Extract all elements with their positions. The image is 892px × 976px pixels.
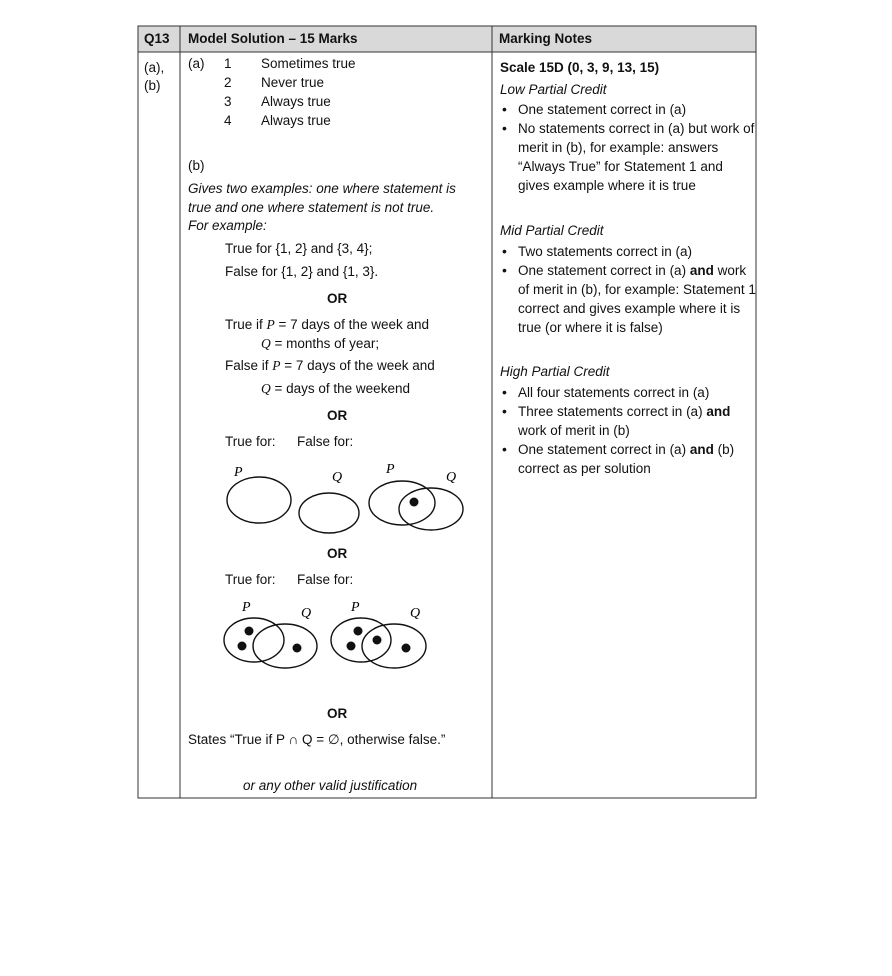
venn-set-p — [331, 618, 391, 662]
false-for-label: False for: — [297, 434, 354, 449]
venn-element-dot — [373, 636, 382, 645]
venn-label-q: Q — [301, 606, 312, 621]
part-label-a: (a), — [144, 60, 165, 75]
list-item: • No statements correct in (a) but work of merit in (b), for example: answers “Always True” for Statement 1 and gives example where it is true — [500, 119, 756, 195]
venn-element-dot — [402, 644, 411, 653]
item-number: 2 — [224, 75, 232, 90]
other-justification: or any other valid justification — [243, 778, 418, 793]
venn-diagrams-1 — [218, 458, 478, 538]
list-item: • Three statements correct in (a) and work of merit in (b) — [500, 402, 756, 440]
credit-heading-mid: Mid Partial Credit — [500, 223, 604, 238]
venn-set-q — [362, 624, 426, 668]
part-label-b: (b) — [144, 78, 161, 93]
list-item: • One statement correct in (a) and work of merit in (b), for example: Statement 1 correct and gives example where it is true (or where it is false) — [500, 261, 756, 337]
header-solution: Model Solution – 15 Marks — [188, 31, 358, 46]
high-credit-list — [500, 383, 756, 478]
venn-label-p: P — [351, 600, 360, 615]
item-answer: Sometimes true — [261, 56, 356, 71]
mid-credit-list — [500, 242, 756, 337]
example-line: False for {1, 2} and {1, 3}. — [225, 264, 379, 279]
intro-line: For example: — [188, 218, 267, 233]
example-line: Q = months of year; — [261, 336, 380, 351]
list-item: • Two statements correct in (a) — [500, 242, 756, 261]
item-number: 3 — [224, 94, 232, 109]
venn-label-q: Q — [446, 470, 457, 485]
item-answer: Always true — [261, 94, 331, 109]
credit-heading-high: High Partial Credit — [500, 364, 610, 379]
item-number: 4 — [224, 113, 232, 128]
example-line: True for {1, 2} and {3, 4}; — [225, 241, 373, 256]
or-divider: OR — [327, 291, 348, 306]
venn-label-p: P — [386, 462, 395, 477]
venn-label-q: Q — [332, 470, 343, 485]
true-for-label: True for: — [225, 434, 276, 449]
venn-set-p — [227, 477, 291, 523]
header-q: Q13 — [144, 31, 170, 46]
or-divider: OR — [327, 408, 348, 423]
item-number: 1 — [224, 56, 232, 71]
true-for-label: True for: — [225, 572, 276, 587]
venn-set-q — [253, 624, 317, 668]
low-credit-list — [500, 100, 756, 195]
venn-element-dot — [354, 627, 363, 636]
venn-set-q — [299, 493, 359, 533]
venn-element-dot — [293, 644, 302, 653]
venn-label-q: Q — [410, 606, 421, 621]
item-answer: Never true — [261, 75, 325, 90]
false-for-label: False for: — [297, 572, 354, 587]
venn-element-dot — [238, 642, 247, 651]
part-a-label: (a) — [188, 56, 205, 71]
venn-element-dot — [410, 498, 419, 507]
part-b-label: (b) — [188, 158, 205, 173]
venn-element-dot — [245, 627, 254, 636]
example-line: False if P = 7 days of the week and — [225, 358, 435, 373]
item-answer: Always true — [261, 113, 331, 128]
venn-label-p: P — [234, 465, 243, 480]
credit-heading-low: Low Partial Credit — [500, 82, 607, 97]
venn-label-p: P — [242, 600, 251, 615]
list-item: • All four statements correct in (a) — [500, 383, 756, 402]
venn-diagrams-2 — [218, 596, 438, 676]
list-item: • One statement correct in (a) and (b) correct as per solution — [500, 440, 756, 478]
scale-line: Scale 15D (0, 3, 9, 13, 15) — [500, 60, 660, 75]
states-line: States “True if P ∩ Q = ∅, otherwise false.” — [188, 732, 446, 747]
venn-set-q — [399, 488, 463, 530]
intro-line: true and one where statement is not true. — [188, 200, 435, 215]
or-divider: OR — [327, 546, 348, 561]
header-notes: Marking Notes — [499, 31, 593, 46]
or-divider: OR — [327, 706, 348, 721]
intro-line: Gives two examples: one where statement is — [188, 181, 456, 196]
list-item: • One statement correct in (a) — [500, 100, 756, 119]
venn-element-dot — [347, 642, 356, 651]
example-line: Q = days of the weekend — [261, 381, 410, 396]
example-line: True if P = 7 days of the week and — [225, 317, 429, 332]
